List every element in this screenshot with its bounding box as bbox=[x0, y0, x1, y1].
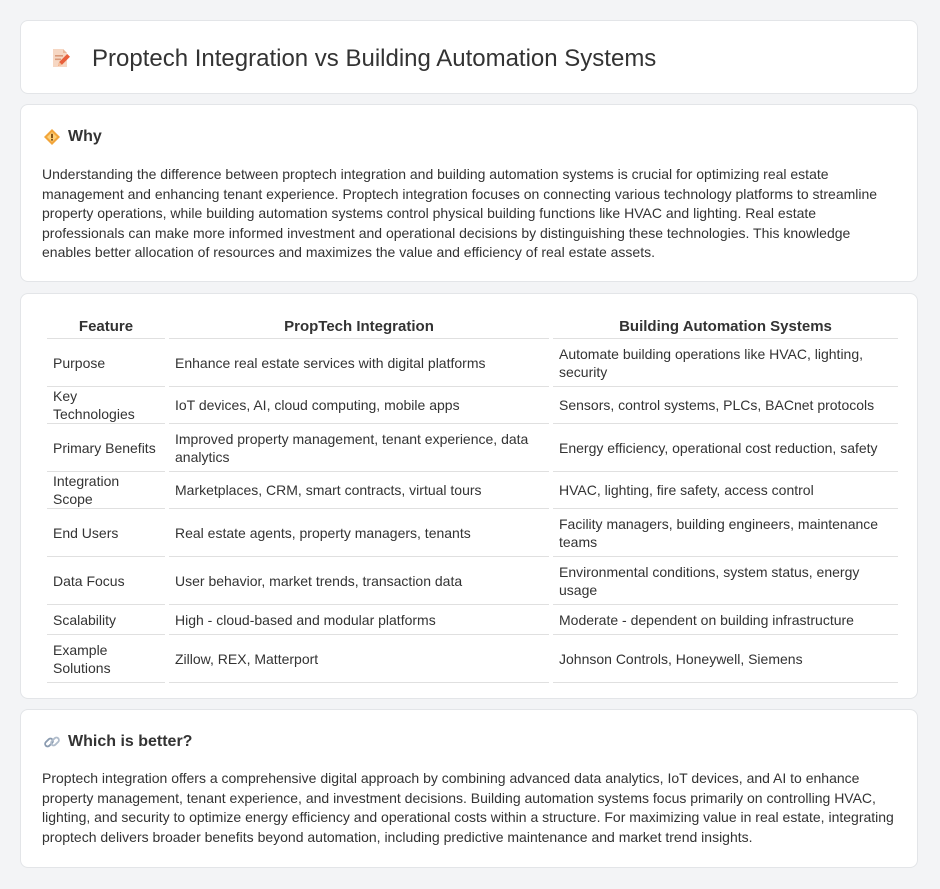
table-row bbox=[47, 339, 898, 387]
table-cell: Moderate - dependent on building infrastructure bbox=[553, 605, 898, 635]
table-header-row bbox=[47, 315, 898, 339]
table-cell: Johnson Controls, Honeywell, Siemens bbox=[553, 635, 898, 683]
table-cell: Real estate agents, property managers, tenants bbox=[169, 509, 549, 557]
title-card bbox=[20, 20, 918, 94]
header-proptech: PropTech Integration bbox=[169, 315, 549, 339]
table-cell: Facility managers, building engineers, maintenance teams bbox=[553, 509, 898, 557]
table-cell: Automate building operations like HVAC, lighting, security bbox=[553, 339, 898, 387]
better-heading-row bbox=[43, 731, 192, 753]
header-feature: Feature bbox=[47, 315, 165, 339]
table-cell: High - cloud-based and modular platforms bbox=[169, 605, 549, 635]
link-icon bbox=[43, 733, 61, 751]
table-cell: End Users bbox=[47, 509, 165, 557]
better-text: Proptech integration offers a comprehensive digital approach by combining advanced data analytics, IoT devices, and AI to enhance property management, tenant experience, and investment decisions. Building automation systems focus primarily on controlling HVAC, lighting, and security to optimize energy efficiency and operational costs within a structure. For maximizing value in real estate, integrating proptech delivers broader benefits beyond automation, including predictive maintenance and market trend insights. bbox=[42, 770, 894, 845]
table-cell: IoT devices, AI, cloud computing, mobile apps bbox=[169, 387, 549, 424]
why-section bbox=[20, 104, 918, 282]
why-heading-row bbox=[43, 126, 102, 148]
table-cell: Purpose bbox=[47, 339, 165, 387]
table-row bbox=[47, 635, 898, 683]
table-cell: Improved property management, tenant experience, data analytics bbox=[169, 424, 549, 472]
table-cell: Sensors, control systems, PLCs, BACnet protocols bbox=[553, 387, 898, 424]
table-cell: Environmental conditions, system status, energy usage bbox=[553, 557, 898, 605]
table-row bbox=[47, 557, 898, 605]
comparison-table-section bbox=[20, 293, 918, 699]
table-row bbox=[47, 472, 898, 509]
why-text: Understanding the difference between proptech integration and building automation systems is crucial for optimizing real estate management and enhancing tenant experience. Proptech integration focuses on connecting various technology platforms to streamline property operations, while building automation systems control physical building functions like HVAC and lighting. Real estate professionals can make more informed investment and operational decisions by distinguishing these technologies. This knowledge enables better allocation of resources and maximizes the value and efficiency of real estate assets. bbox=[42, 166, 878, 260]
table-cell: Integration Scope bbox=[47, 472, 165, 509]
table-row bbox=[47, 387, 898, 424]
comparison-table bbox=[43, 315, 902, 683]
table-cell: Data Focus bbox=[47, 557, 165, 605]
header-bas: Building Automation Systems bbox=[553, 315, 898, 339]
table-cell: Enhance real estate services with digital platforms bbox=[169, 339, 549, 387]
table-cell: Key Technologies bbox=[47, 387, 165, 424]
table-row bbox=[47, 605, 898, 635]
table-cell: Example Solutions bbox=[47, 635, 165, 683]
better-heading: Which is better? bbox=[68, 733, 193, 750]
table-cell: Primary Benefits bbox=[47, 424, 165, 472]
table-cell: Energy efficiency, operational cost reduction, safety bbox=[553, 424, 898, 472]
which-is-better-section bbox=[20, 709, 918, 868]
table-cell: HVAC, lighting, fire safety, access control bbox=[553, 472, 898, 509]
document-pencil-icon bbox=[48, 46, 72, 70]
table-cell: Scalability bbox=[47, 605, 165, 635]
page-title: Proptech Integration vs Building Automation Systems bbox=[92, 45, 657, 72]
table-row bbox=[47, 509, 898, 557]
table-cell: Zillow, REX, Matterport bbox=[169, 635, 549, 683]
diamond-warning-icon bbox=[43, 128, 61, 146]
why-heading: Why bbox=[68, 128, 102, 145]
table-cell: User behavior, market trends, transaction data bbox=[169, 557, 549, 605]
table-cell: Marketplaces, CRM, smart contracts, virtual tours bbox=[169, 472, 549, 509]
table-row bbox=[47, 424, 898, 472]
